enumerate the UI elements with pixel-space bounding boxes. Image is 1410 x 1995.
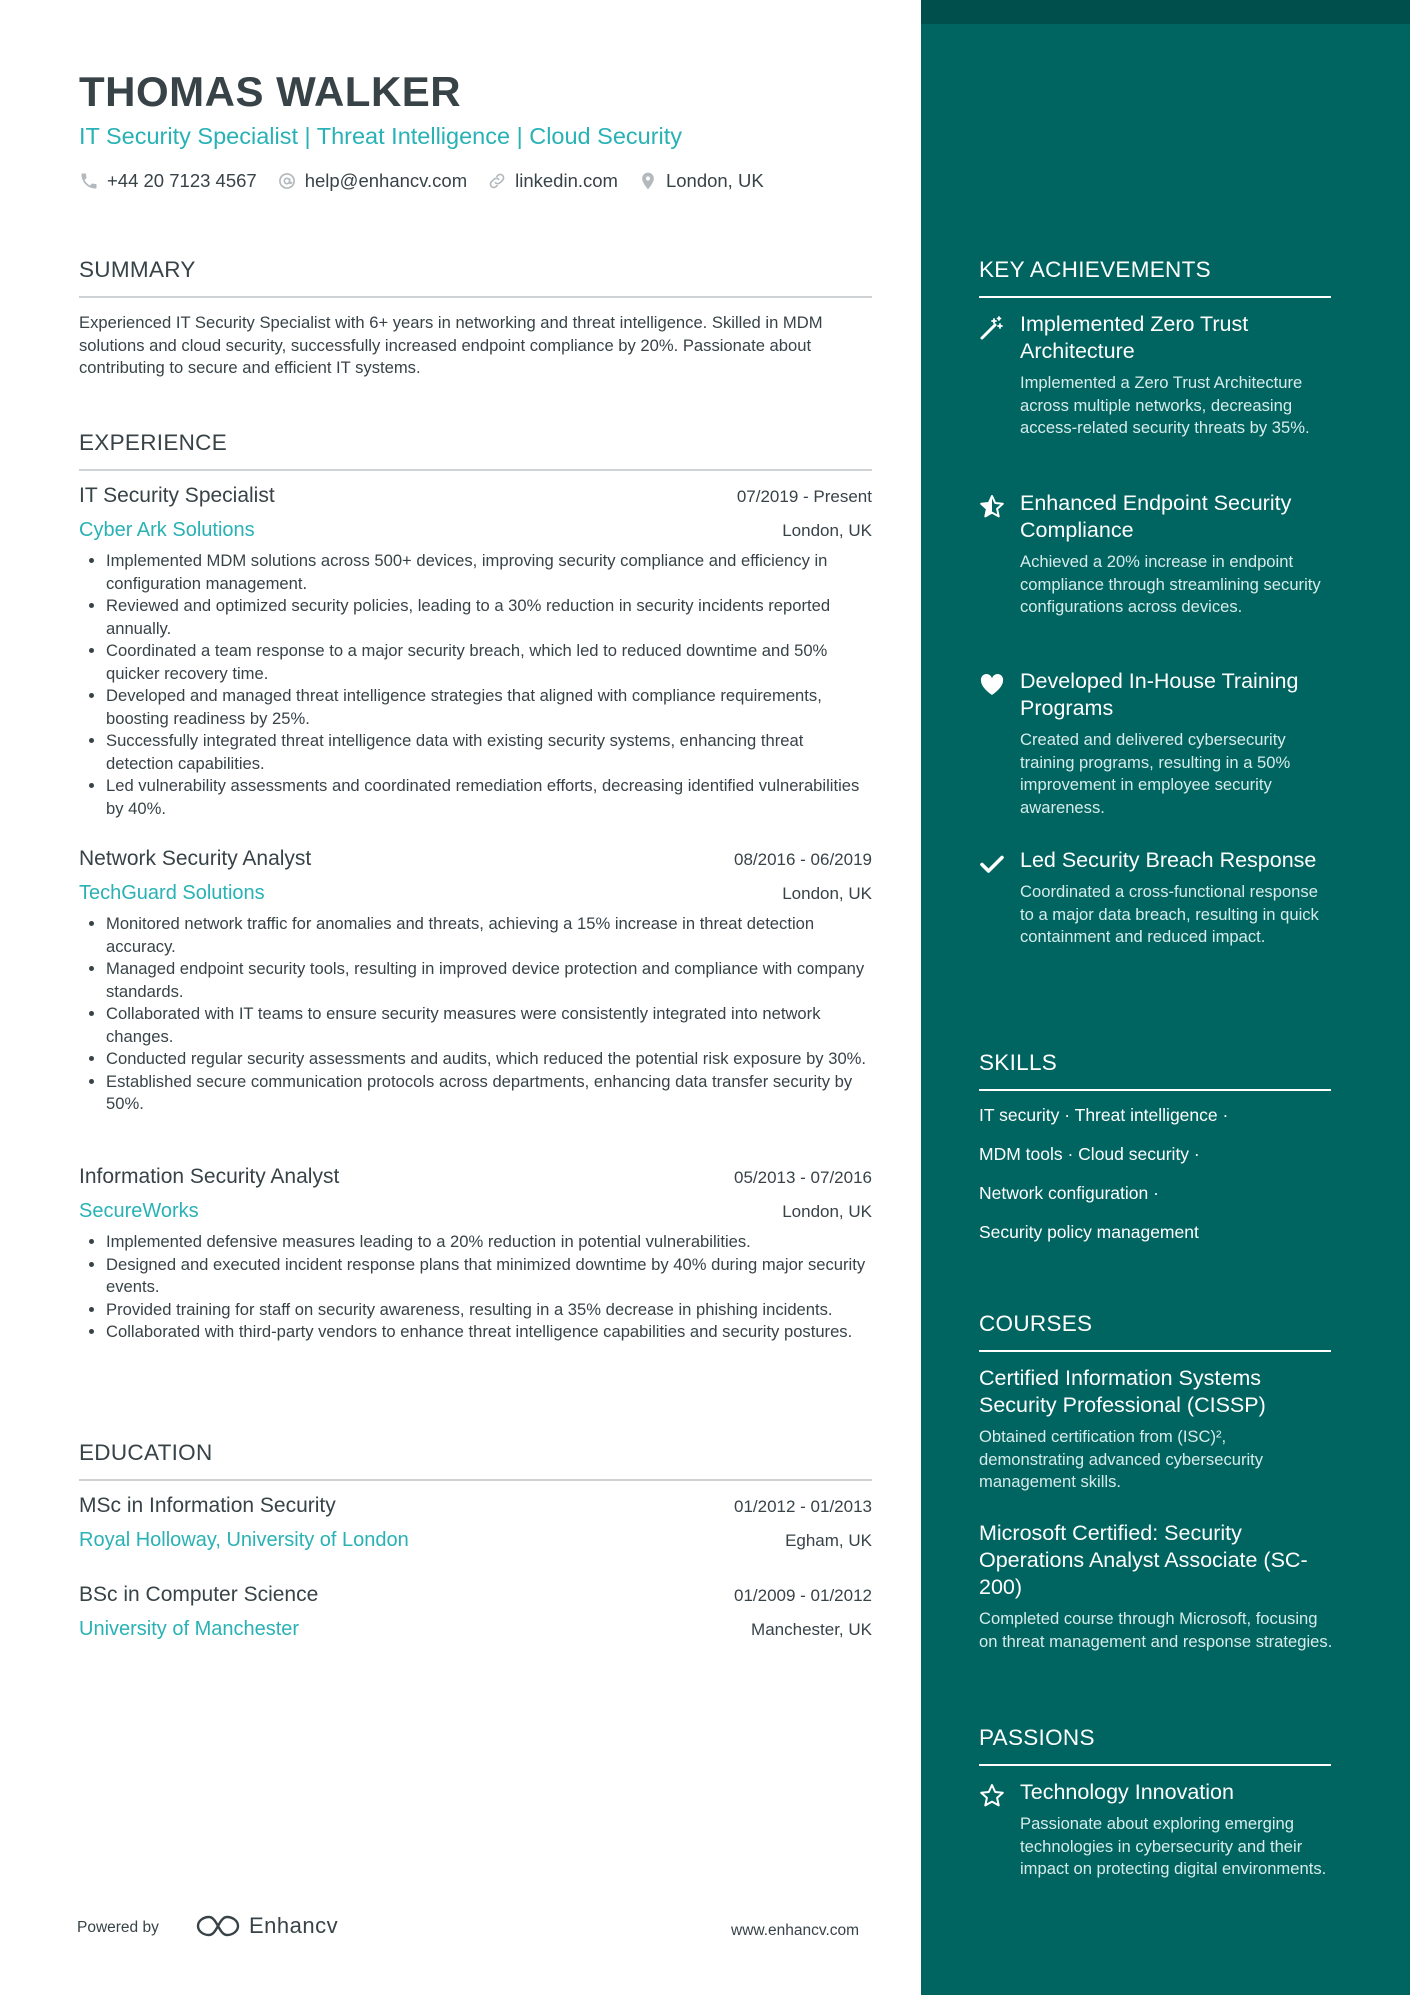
education-heading: EDUCATION: [79, 1440, 213, 1465]
location-pin-icon: [638, 171, 658, 191]
location-text: London, UK: [665, 170, 764, 191]
education-entry: [79, 1494, 872, 1552]
degree-title: BSc in Computer Science: [79, 1583, 319, 1606]
job-bullets: [79, 550, 872, 820]
skills-line: IT security · Threat intelligence ·: [979, 1105, 1229, 1125]
linkedin-text: linkedin.com: [515, 170, 618, 191]
bullet-item: • Collaborated with IT teams to ensure security measures were consistently integrated into network changes.: [106, 1003, 872, 1048]
job-entry: [79, 484, 872, 820]
experience-divider: [79, 469, 872, 471]
achievement-description: Created and delivered cybersecurity training programs, resulting in a 50% improvement in employee security awareness.: [1020, 730, 1291, 817]
school-name[interactable]: Royal Holloway, University of London: [79, 1529, 409, 1551]
skills-line: MDM tools · Cloud security ·: [979, 1144, 1200, 1164]
job-location: London, UK: [782, 1202, 872, 1221]
courses-divider: [979, 1350, 1331, 1352]
contact-linkedin[interactable]: [487, 170, 618, 192]
course-description: Completed course through Microsoft, focusing on threat management and response strategies.: [979, 1609, 1333, 1651]
phone-text: +44 20 7123 4567: [107, 170, 257, 191]
bullet-item: • Collaborated with third-party vendors to enhance threat intelligence capabilities and security postures.: [106, 1321, 872, 1344]
courses-heading: COURSES: [979, 1311, 1093, 1336]
bullet-item: • Conducted regular security assessments and audits, which reduced the potential risk exposure by 30%.: [106, 1048, 872, 1071]
company-name[interactable]: Cyber Ark Solutions: [79, 519, 255, 541]
course-item: [979, 1520, 1334, 1653]
footer-url[interactable]: www.enhancv.com: [731, 1922, 860, 1939]
bullet-item: • Established secure communication protocols across departments, enhancing data transfer security by 50%.: [106, 1071, 872, 1116]
summary-divider: [79, 296, 872, 298]
candidate-headline: IT Security Specialist | Threat Intelligence | Cloud Security: [79, 123, 683, 149]
course-title: Certified Information Systems Security Professional (CISSP): [979, 1366, 1266, 1417]
bullet-item: • Coordinated a team response to a major security breach, which led to reduced downtime and 50% quicker recovery time.: [106, 640, 872, 685]
degree-title: MSc in Information Security: [79, 1494, 336, 1517]
skills-line: Security policy management: [979, 1222, 1199, 1242]
education-entry: [79, 1583, 872, 1641]
bullet-item: • Implemented MDM solutions across 500+ devices, improving security compliance and efficiency in configuration management.: [106, 550, 872, 595]
bullet-item: • Managed endpoint security tools, resulting in improved device protection and compliance with company standards.: [106, 958, 872, 1003]
achievements-heading: KEY ACHIEVEMENTS: [979, 257, 1211, 282]
education-dates: 01/2009 - 01/2012: [733, 1586, 872, 1605]
enhancv-logo-icon: [195, 1913, 241, 1939]
achievement-description: Achieved a 20% increase in endpoint compliance through streamlining security configurations across devices.: [1020, 552, 1321, 616]
contact-phone[interactable]: [79, 170, 257, 192]
achievement-description: Coordinated a cross-functional response to a major data breach, resulting in quick containment and reduced impact.: [1020, 882, 1319, 946]
achievement-title: Implemented Zero Trust Architecture: [1020, 312, 1249, 363]
achievement-item: [979, 668, 1339, 819]
job-dates: 07/2019 - Present: [736, 487, 872, 506]
bullet-item: • Successfully integrated threat intelligence data with existing security systems, enhancing threat detection capabilities.: [106, 730, 872, 775]
achievements-divider: [979, 296, 1331, 298]
enhancv-logo[interactable]: [195, 1913, 338, 1939]
link-icon: [487, 171, 507, 191]
contact-bar: [79, 170, 784, 192]
education-location: Egham, UK: [785, 1531, 872, 1550]
candidate-name: THOMAS WALKER: [79, 68, 462, 115]
job-title: Network Security Analyst: [79, 847, 312, 870]
passion-description: Passionate about exploring emerging technologies in cybersecurity and their impact on protecting digital environments.: [1020, 1814, 1327, 1878]
bullet-item: • Developed and managed threat intelligence strategies that aligned with compliance requirements, boosting readiness by 25%.: [106, 685, 872, 730]
bullet-item: • Designed and executed incident response plans that minimized downtime by 40% during major security events.: [106, 1254, 872, 1299]
achievement-description: Implemented a Zero Trust Architecture across multiple networks, decreasing access-related security threats by 35%.: [1020, 373, 1310, 437]
bullet-item: • Reviewed and optimized security policies, leading to a 30% reduction in security incidents reported annually.: [106, 595, 872, 640]
job-location: London, UK: [782, 521, 872, 540]
achievement-item: [979, 490, 1339, 619]
job-entry: [79, 1165, 872, 1344]
brand-name: Enhancv: [249, 1913, 339, 1938]
course-description: Obtained certification from (ISC)², demonstrating advanced cybersecurity management skills.: [979, 1427, 1264, 1491]
passion-title: Technology Innovation: [1020, 1780, 1234, 1804]
sidebar-top-bar: [921, 0, 1410, 24]
heart-icon: [979, 672, 1005, 698]
education-location: Manchester, UK: [751, 1620, 872, 1639]
contact-email[interactable]: [277, 170, 467, 192]
job-dates: 08/2016 - 06/2019: [733, 850, 872, 869]
bullet-item: • Implemented defensive measures leading to a 20% reduction in potential vulnerabilities.: [106, 1231, 872, 1254]
job-bullets: [79, 1231, 872, 1344]
star-half-icon: [979, 494, 1005, 520]
skills-heading: SKILLS: [979, 1050, 1058, 1075]
job-title: IT Security Specialist: [79, 484, 275, 507]
skills-line: Network configuration ·: [979, 1183, 1159, 1203]
magic-wand-icon: [979, 315, 1005, 341]
school-name[interactable]: University of Manchester: [79, 1618, 300, 1640]
achievement-title: Enhanced Endpoint Security Compliance: [1020, 491, 1292, 542]
summary-text: Experienced IT Security Specialist with 6+ years in networking and threat intelligence. Skilled in MDM solutions and cloud security, successfully increased endpoint compliance by 20%. Passionate about contributing to secure and efficient IT systems.: [79, 313, 823, 377]
job-bullets: [79, 913, 872, 1116]
powered-by-label: Powered by: [77, 1919, 159, 1936]
passions-divider: [979, 1764, 1331, 1766]
bullet-item: • Provided training for staff on security awareness, resulting in a 35% decrease in phishing incidents.: [106, 1299, 872, 1322]
education-divider: [79, 1479, 872, 1481]
bullet-item: • Monitored network traffic for anomalies and threats, achieving a 15% increase in threat detection accuracy.: [106, 913, 872, 958]
achievement-item: [979, 311, 1339, 440]
job-dates: 05/2013 - 07/2016: [733, 1168, 872, 1187]
company-name[interactable]: SecureWorks: [79, 1200, 199, 1222]
contact-location: [638, 170, 764, 192]
education-dates: 01/2012 - 01/2013: [733, 1497, 872, 1516]
phone-icon: [79, 171, 99, 191]
email-text: help@enhancv.com: [304, 170, 468, 191]
job-title: Information Security Analyst: [79, 1165, 340, 1188]
at-icon: [277, 171, 297, 191]
job-location: London, UK: [782, 884, 872, 903]
course-title: Microsoft Certified: Security Operations Analyst Associate (SC-200): [979, 1521, 1308, 1599]
company-name[interactable]: TechGuard Solutions: [79, 882, 265, 904]
achievement-item: [979, 847, 1339, 949]
summary-heading: SUMMARY: [79, 257, 196, 282]
experience-heading: EXPERIENCE: [79, 430, 228, 455]
job-entry: [79, 847, 872, 1116]
bullet-item: • Led vulnerability assessments and coordinated remediation efforts, decreasing identified vulnerabilities by 40%.: [106, 775, 872, 820]
achievement-title: Led Security Breach Response: [1020, 848, 1317, 872]
sidebar-column: [921, 0, 1410, 1995]
passion-item: [979, 1779, 1339, 1881]
skills-divider: [979, 1089, 1331, 1091]
passions-heading: PASSIONS: [979, 1725, 1095, 1750]
checkmark-icon: [979, 851, 1005, 877]
star-outline-icon: [979, 1783, 1005, 1809]
achievement-title: Developed In-House Training Programs: [1020, 669, 1299, 720]
course-item: [979, 1365, 1334, 1494]
